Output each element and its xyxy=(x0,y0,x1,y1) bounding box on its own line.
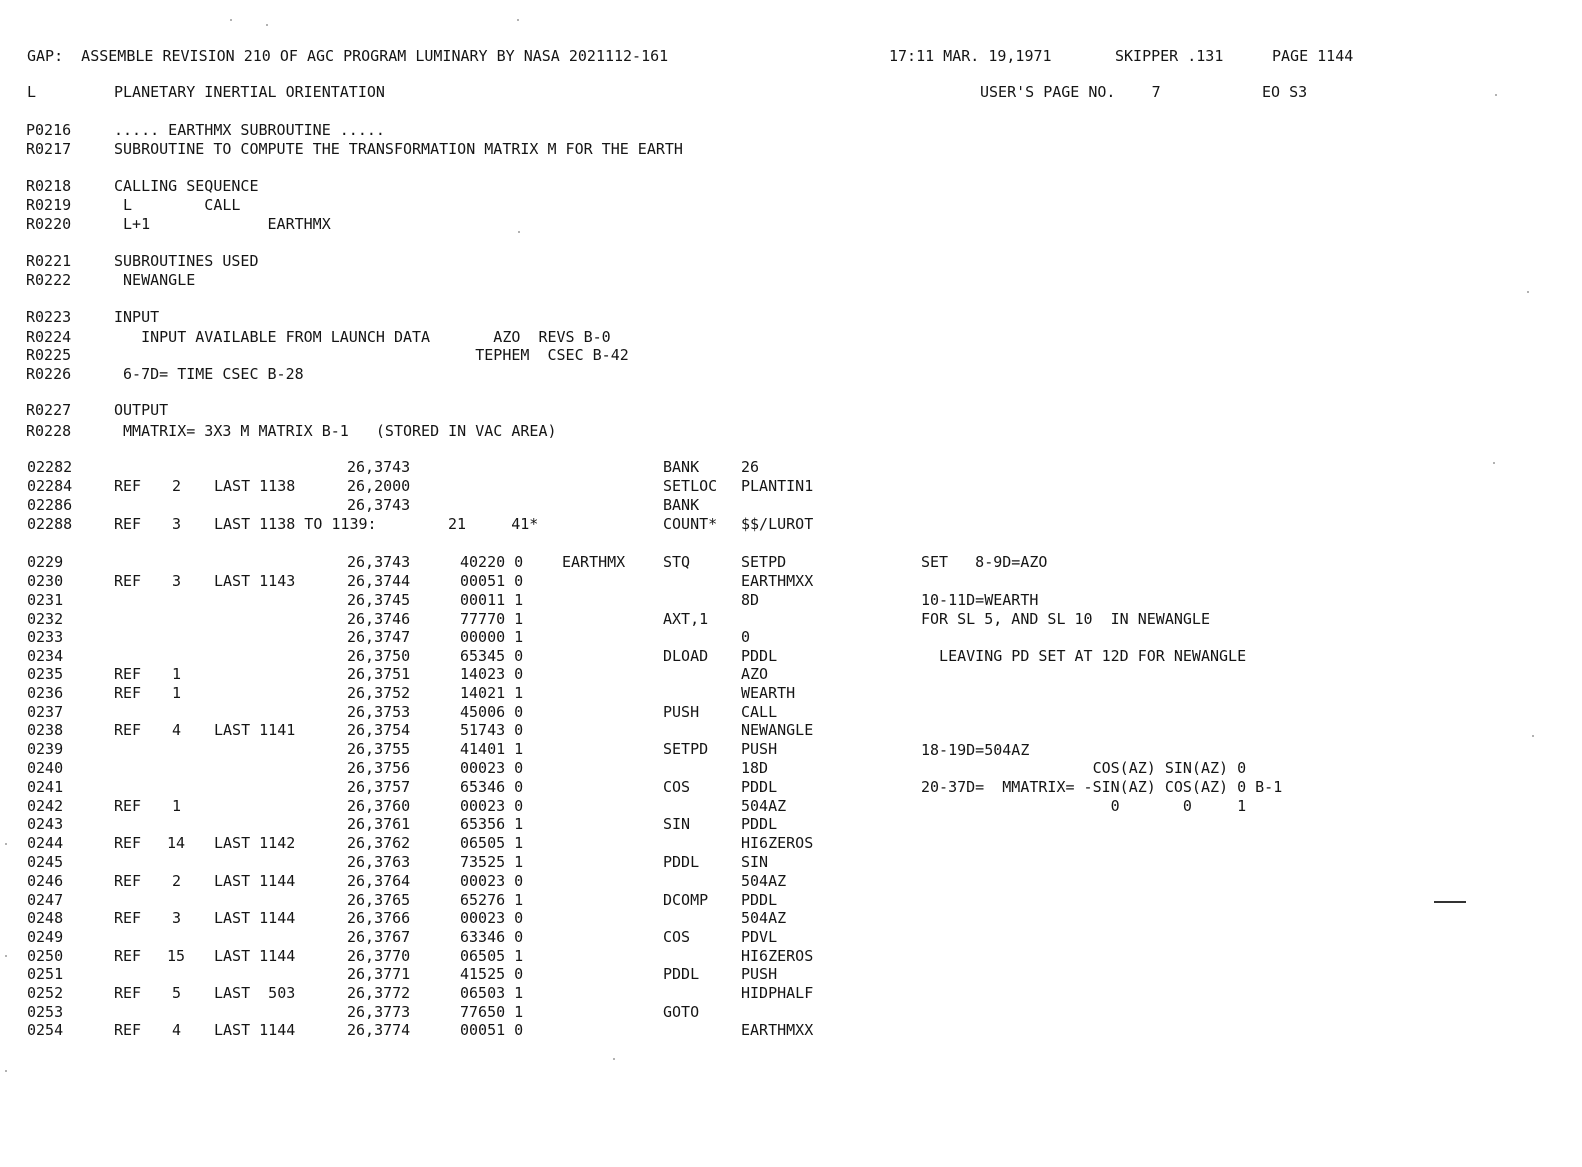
ref-count: 3 xyxy=(172,909,182,927)
memory-address: 26,2000 xyxy=(347,477,411,495)
page-number: PAGE 1144 xyxy=(1272,47,1354,65)
scan-speck xyxy=(1493,462,1495,464)
memory-address: 26,3743 xyxy=(347,458,411,476)
octal-word: 45006 0 xyxy=(460,703,524,721)
ref-tag: REF xyxy=(114,834,142,852)
opcode: SETLOC xyxy=(663,477,718,495)
remark-text: SUBROUTINES USED xyxy=(114,252,259,270)
operand: PLANTIN1 xyxy=(741,477,814,495)
ref-count: 1 xyxy=(172,684,182,702)
line-number: 0236 xyxy=(27,684,64,702)
program-title: GAP: ASSEMBLE REVISION 210 OF AGC PROGRAM LUMINARY BY NASA 2021112-161 xyxy=(27,47,669,65)
ref-count: 15 xyxy=(167,947,186,965)
line-number: 0234 xyxy=(27,647,64,665)
remark-text: OUTPUT xyxy=(114,401,169,419)
listing-comment: SET 8-9D=AZO xyxy=(921,553,1048,571)
memory-address: 26,3762 xyxy=(347,834,411,852)
remark-id: R0225 xyxy=(26,346,72,364)
remark-text: SUBROUTINE TO COMPUTE THE TRANSFORMATION MATRIX M FOR THE EARTH xyxy=(114,140,683,158)
remark-id: R0228 xyxy=(26,422,72,440)
line-number: 0243 xyxy=(27,815,64,833)
octal-word: 77770 1 xyxy=(460,610,524,628)
memory-address: 26,3750 xyxy=(347,647,411,665)
line-number: 0245 xyxy=(27,853,64,871)
memory-address: 26,3774 xyxy=(347,1021,411,1039)
memory-address: 26,3745 xyxy=(347,591,411,609)
memory-address: 26,3757 xyxy=(347,778,411,796)
ref-count: 4 xyxy=(172,721,182,739)
octal-word: 00023 0 xyxy=(460,872,524,890)
memory-address: 26,3744 xyxy=(347,572,411,590)
line-number: 0240 xyxy=(27,759,64,777)
line-number: 0254 xyxy=(27,1021,64,1039)
ref-last: LAST 1144 xyxy=(214,1021,296,1039)
opcode: COS xyxy=(663,778,691,796)
remark-id: R0221 xyxy=(26,252,72,270)
memory-address: 26,3763 xyxy=(347,853,411,871)
scan-speck xyxy=(517,19,519,21)
skipper-label: SKIPPER .131 xyxy=(1115,47,1224,65)
line-number: 0229 xyxy=(27,553,64,571)
operand: PUSH xyxy=(741,740,778,758)
opcode: COS xyxy=(663,928,691,946)
memory-address: 26,3765 xyxy=(347,891,411,909)
opcode: STQ xyxy=(663,553,691,571)
ref-last: LAST 1141 xyxy=(214,721,296,739)
listing-comment: COS(AZ) SIN(AZ) 0 xyxy=(921,759,1247,777)
line-number: 0237 xyxy=(27,703,64,721)
octal-word: 00051 0 xyxy=(460,572,524,590)
scan-speck xyxy=(613,1058,615,1060)
memory-address: 26,3766 xyxy=(347,909,411,927)
operand: CALL xyxy=(741,703,778,721)
octal-word: 63346 0 xyxy=(460,928,524,946)
ref-last: LAST 1138 xyxy=(214,477,296,495)
line-number: 0238 xyxy=(27,721,64,739)
operand: 18D xyxy=(741,759,769,777)
line-number: 0244 xyxy=(27,834,64,852)
ref-tag: REF xyxy=(114,1021,142,1039)
opcode: SIN xyxy=(663,815,691,833)
line-number: 0231 xyxy=(27,591,64,609)
operand: PDVL xyxy=(741,928,778,946)
remark-text: TEPHEM CSEC B-42 xyxy=(114,346,629,364)
remark-id: R0226 xyxy=(26,365,72,383)
memory-address: 26,3751 xyxy=(347,665,411,683)
ref-last: LAST 1143 xyxy=(214,572,296,590)
ref-tag: REF xyxy=(114,665,142,683)
octal-word: 00023 0 xyxy=(460,909,524,927)
listing-comment: 20-37D= MMATRIX= -SIN(AZ) COS(AZ) 0 B-1 xyxy=(921,778,1283,796)
octal-word: 40220 0 xyxy=(460,553,524,571)
scan-speck xyxy=(1532,735,1534,737)
octal-word: 41525 0 xyxy=(460,965,524,983)
line-number: 0239 xyxy=(27,740,64,758)
operand: 504AZ xyxy=(741,909,787,927)
remark-id: R0220 xyxy=(26,215,72,233)
remark-id: R0218 xyxy=(26,177,72,195)
octal-word: 65345 0 xyxy=(460,647,524,665)
memory-address: 26,3771 xyxy=(347,965,411,983)
line-number: 0249 xyxy=(27,928,64,946)
opcode: DCOMP xyxy=(663,891,709,909)
memory-address: 26,3770 xyxy=(347,947,411,965)
operand: HI6ZEROS xyxy=(741,947,814,965)
line-number: 0250 xyxy=(27,947,64,965)
opcode: AXT,1 xyxy=(663,610,709,628)
operand: PUSH xyxy=(741,965,778,983)
operand: 504AZ xyxy=(741,797,787,815)
scan-speck xyxy=(5,843,7,845)
opcode: DLOAD xyxy=(663,647,709,665)
ref-last: LAST 1144 xyxy=(214,872,296,890)
ref-tag: REF xyxy=(114,515,142,533)
scan-speck xyxy=(518,231,520,233)
listing-comment: 10-11D=WEARTH xyxy=(921,591,1039,609)
ref-last: LAST 1144 xyxy=(214,947,296,965)
operand: 0 xyxy=(741,628,751,646)
opcode: BANK xyxy=(663,458,700,476)
opcode: BANK xyxy=(663,496,700,514)
operand: 8D xyxy=(741,591,760,609)
memory-address: 26,3764 xyxy=(347,872,411,890)
operand: 504AZ xyxy=(741,872,787,890)
line-number: 0241 xyxy=(27,778,64,796)
line-number: 0232 xyxy=(27,610,64,628)
octal-word: 06505 1 xyxy=(460,947,524,965)
remark-id: R0219 xyxy=(26,196,72,214)
ref-count: 4 xyxy=(172,1021,182,1039)
octal-word: 14021 1 xyxy=(460,684,524,702)
opcode: GOTO xyxy=(663,1003,700,1021)
users-page-number: USER'S PAGE NO. 7 xyxy=(980,83,1161,101)
scan-speck xyxy=(1527,291,1529,293)
remark-id: R0223 xyxy=(26,308,72,326)
ref-count: 1 xyxy=(172,797,182,815)
ref-tag: REF xyxy=(114,872,142,890)
operand: $$/LUROT xyxy=(741,515,814,533)
scan-speck xyxy=(266,24,268,26)
operand: PDDL xyxy=(741,647,778,665)
octal-word: 65346 0 xyxy=(460,778,524,796)
ref-last: LAST 1142 xyxy=(214,834,296,852)
memory-address: 26,3773 xyxy=(347,1003,411,1021)
scan-speck xyxy=(230,19,232,21)
memory-address: 26,3754 xyxy=(347,721,411,739)
ref-count: 5 xyxy=(172,984,182,1002)
remark-text: MMATRIX= 3X3 M MATRIX B-1 (STORED IN VAC AREA) xyxy=(114,422,557,440)
remark-text: L CALL xyxy=(114,196,241,214)
line-number: 0233 xyxy=(27,628,64,646)
operand: EARTHMXX xyxy=(741,1021,814,1039)
scan-speck xyxy=(1495,94,1497,96)
operand: 26 xyxy=(741,458,760,476)
remark-id: R0222 xyxy=(26,271,72,289)
ref-count: 3 xyxy=(172,515,182,533)
line-number: 0246 xyxy=(27,872,64,890)
scan-speck xyxy=(5,1070,7,1072)
opcode: PDDL xyxy=(663,965,700,983)
operand: WEARTH xyxy=(741,684,796,702)
ref-tag: REF xyxy=(114,684,142,702)
octal-word: 65276 1 xyxy=(460,891,524,909)
ref-count: 3 xyxy=(172,572,182,590)
ref-tag: REF xyxy=(114,984,142,1002)
memory-address: 26,3755 xyxy=(347,740,411,758)
ref-tag: REF xyxy=(114,909,142,927)
memory-address: 26,3767 xyxy=(347,928,411,946)
line-number: 0253 xyxy=(27,1003,64,1021)
ref-tag: REF xyxy=(114,572,142,590)
ref-tag: REF xyxy=(114,797,142,815)
operand: PDDL xyxy=(741,815,778,833)
section-title: PLANETARY INERTIAL ORIENTATION xyxy=(114,83,385,101)
line-number: 02288 xyxy=(27,515,73,533)
ref-last: LAST 1138 TO 1139: xyxy=(214,515,377,533)
eo-code: EO S3 xyxy=(1262,83,1308,101)
octal-word: 06503 1 xyxy=(460,984,524,1002)
line-number: 0248 xyxy=(27,909,64,927)
operand: AZO xyxy=(741,665,769,683)
operand: SIN xyxy=(741,853,769,871)
octal-word: 41401 1 xyxy=(460,740,524,758)
octal-word: 00000 1 xyxy=(460,628,524,646)
ref-last: LAST 1144 xyxy=(214,909,296,927)
listing-comment: 18-19D=504AZ xyxy=(921,741,1030,759)
octal-word: 21 41* xyxy=(448,515,539,533)
line-number: 0242 xyxy=(27,797,64,815)
octal-word: 00051 0 xyxy=(460,1021,524,1039)
operand: EARTHMXX xyxy=(741,572,814,590)
octal-word: 00023 0 xyxy=(460,759,524,777)
operand: NEWANGLE xyxy=(741,721,814,739)
memory-address: 26,3743 xyxy=(347,553,411,571)
remark-text: NEWANGLE xyxy=(114,271,196,289)
ref-tag: REF xyxy=(114,721,142,739)
memory-address: 26,3746 xyxy=(347,610,411,628)
operand: PDDL xyxy=(741,891,778,909)
line-number: 0235 xyxy=(27,665,64,683)
octal-word: 51743 0 xyxy=(460,721,524,739)
opcode: SETPD xyxy=(663,740,709,758)
operand: HIDPHALF xyxy=(741,984,814,1002)
section-marker: L xyxy=(27,83,37,101)
octal-word: 14023 0 xyxy=(460,665,524,683)
remark-id: R0217 xyxy=(26,140,72,158)
listing-comment: 0 0 1 xyxy=(921,797,1247,815)
remark-id: R0227 xyxy=(26,401,72,419)
opcode: COUNT* xyxy=(663,515,718,533)
octal-word: 00011 1 xyxy=(460,591,524,609)
ref-tag: REF xyxy=(114,477,142,495)
line-number: 02282 xyxy=(27,458,73,476)
operand: HI6ZEROS xyxy=(741,834,814,852)
opcode: PUSH xyxy=(663,703,700,721)
ref-tag: REF xyxy=(114,947,142,965)
octal-word: 65356 1 xyxy=(460,815,524,833)
ref-last: LAST 503 xyxy=(214,984,296,1002)
ref-count: 14 xyxy=(167,834,186,852)
remark-id: P0216 xyxy=(26,121,72,139)
line-number: 02284 xyxy=(27,477,73,495)
remark-text: L+1 EARTHMX xyxy=(114,215,331,233)
scan-mark xyxy=(1434,901,1466,903)
ref-count: 1 xyxy=(172,665,182,683)
octal-word: 73525 1 xyxy=(460,853,524,871)
ref-count: 2 xyxy=(172,872,182,890)
octal-word: 77650 1 xyxy=(460,1003,524,1021)
opcode: PDDL xyxy=(663,853,700,871)
remark-text: INPUT AVAILABLE FROM LAUNCH DATA AZO REVS B-0 xyxy=(114,328,611,346)
memory-address: 26,3753 xyxy=(347,703,411,721)
octal-word: 00023 0 xyxy=(460,797,524,815)
remark-text: ..... EARTHMX SUBROUTINE ..... xyxy=(114,121,385,139)
operand: SETPD xyxy=(741,553,787,571)
operand: PDDL xyxy=(741,778,778,796)
memory-address: 26,3761 xyxy=(347,815,411,833)
symbol-label: EARTHMX xyxy=(562,553,626,571)
line-number: 02286 xyxy=(27,496,73,514)
memory-address: 26,3760 xyxy=(347,797,411,815)
print-timestamp: 17:11 MAR. 19,1971 xyxy=(889,47,1052,65)
octal-word: 06505 1 xyxy=(460,834,524,852)
line-number: 0252 xyxy=(27,984,64,1002)
memory-address: 26,3756 xyxy=(347,759,411,777)
remark-id: R0224 xyxy=(26,328,72,346)
remark-text: CALLING SEQUENCE xyxy=(114,177,259,195)
memory-address: 26,3752 xyxy=(347,684,411,702)
memory-address: 26,3743 xyxy=(347,496,411,514)
memory-address: 26,3772 xyxy=(347,984,411,1002)
memory-address: 26,3747 xyxy=(347,628,411,646)
line-number: 0247 xyxy=(27,891,64,909)
line-number: 0251 xyxy=(27,965,64,983)
scan-speck xyxy=(5,955,7,957)
line-number: 0230 xyxy=(27,572,64,590)
remark-text: INPUT xyxy=(114,308,160,326)
listing-comment: FOR SL 5, AND SL 10 IN NEWANGLE xyxy=(921,610,1210,628)
ref-count: 2 xyxy=(172,477,182,495)
remark-text: 6-7D= TIME CSEC B-28 xyxy=(114,365,304,383)
listing-comment: LEAVING PD SET AT 12D FOR NEWANGLE xyxy=(921,647,1247,665)
